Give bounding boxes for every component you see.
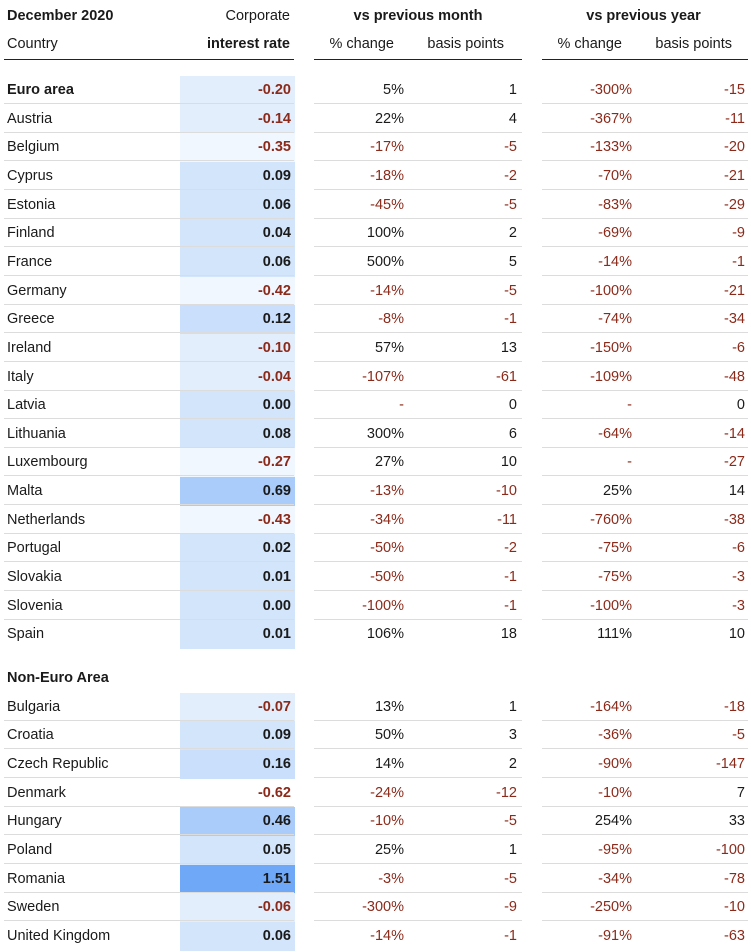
month-pct-cell: 100% [366,225,404,242]
month-pct-cell: 300% [366,425,404,442]
country-cell: Sweden [7,899,60,916]
year-bp-cell: -18 [724,698,745,715]
rate-cell: 0.09 [262,727,291,744]
country-cell: Euro area [7,82,74,98]
year-bp-cell: -48 [724,368,745,385]
year-bp-cell: -6 [732,339,745,356]
month-pct-cell: - [399,397,404,414]
year-bp-cell: 33 [728,813,745,830]
rate-cell: 0.06 [262,196,291,213]
country-cell: Malta [7,483,43,500]
month-pct-cell: -107% [362,368,404,385]
table-row [0,721,751,749]
year-pct-cell: -95% [598,841,632,858]
year-bp-cell: -11 [725,110,745,127]
country-cell: Slovenia [7,597,63,614]
table-row [0,506,751,534]
year-pct-cell: 111% [597,626,632,643]
year-pct-cell: -10% [598,784,632,801]
header-rule-month [314,59,522,60]
month-pct-cell: 57% [374,339,404,356]
month-bp-cell: 6 [508,425,517,442]
rate-cell: 0.09 [262,167,291,184]
table-row [0,779,751,807]
year-pct-cell: -150% [590,339,632,356]
year-bp-cell: -21 [724,282,745,299]
month-pct-header: % change [329,36,394,52]
month-bp-cell: -5 [504,813,517,830]
table-row [0,305,751,333]
country-cell: Cyprus [7,167,53,184]
country-cell: Finland [7,225,55,242]
month-pct-cell: -50% [370,569,404,586]
month-pct-cell: 50% [374,727,404,744]
rate-cell: 0.00 [262,597,291,614]
year-bp-cell: -63 [724,927,745,944]
year-pct-cell: 25% [602,483,632,500]
table-row [0,133,751,161]
year-pct-cell: - [627,454,632,471]
month-bp-cell: -2 [504,167,517,184]
rate-header-line1: Corporate [225,8,290,24]
rate-cell: -0.14 [257,110,291,127]
country-cell: United Kingdom [7,927,111,944]
year-pct-cell: -36% [598,727,632,744]
month-pct-cell: -10% [370,813,404,830]
country-cell: Luxembourg [7,454,88,471]
month-bp-cell: -10 [496,483,517,500]
month-bp-cell: -5 [504,282,517,299]
table-row [0,836,751,864]
table-row [0,219,751,247]
country-cell: France [7,253,53,270]
month-pct-cell: -100% [362,597,404,614]
table-row [0,277,751,305]
country-cell: Hungary [7,813,62,830]
month-bp-cell: 2 [508,225,517,242]
month-bp-cell: -5 [504,139,517,156]
year-pct-cell: - [627,397,632,414]
month-group-header: vs previous month [353,8,483,24]
month-pct-cell: -14% [370,927,404,944]
year-bp-cell: -27 [724,454,745,471]
year-pct-cell: -367% [590,110,632,127]
month-bp-cell: 13 [500,339,517,356]
year-bp-cell: -3 [732,569,745,586]
country-cell: Bulgaria [7,698,61,715]
year-pct-cell: -64% [598,425,632,442]
month-pct-cell: -24% [370,784,404,801]
country-cell: Czech Republic [7,755,109,772]
month-bp-cell: 5 [508,253,517,270]
month-pct-cell: 5% [383,82,404,98]
month-bp-cell: -12 [496,784,517,801]
country-header: Country [7,36,58,52]
year-pct-cell: -91% [598,927,632,944]
month-bp-cell: 1 [508,698,517,715]
year-bp-cell: -29 [724,196,745,213]
year-pct-cell: -100% [590,282,632,299]
month-bp-cell: -5 [504,196,517,213]
year-bp-cell: -147 [715,755,745,772]
year-pct-cell: -83% [598,196,632,213]
month-pct-cell: 500% [366,253,404,270]
year-bp-cell: -34 [724,311,745,328]
month-pct-cell: -14% [370,282,404,299]
rate-cell: 0.04 [262,225,291,242]
month-bp-cell: 3 [508,727,517,744]
rate-cell: -0.43 [257,511,291,528]
year-bp-cell: -15 [724,82,745,98]
country-cell: Denmark [7,784,66,801]
month-bp-cell: 2 [508,755,517,772]
rate-cell: 0.46 [262,813,291,830]
month-pct-cell: 14% [374,755,404,772]
year-pct-cell: -75% [598,540,632,557]
year-bp-cell: -6 [732,540,745,557]
month-pct-cell: 25% [374,841,404,858]
year-bp-cell: -100 [715,841,745,858]
month-bp-cell: 0 [508,397,517,414]
month-pct-cell: -3% [378,870,404,887]
month-pct-cell: -17% [370,139,404,156]
table-row [0,105,751,133]
country-cell: Croatia [7,727,54,744]
table-row [0,592,751,620]
month-pct-cell: -34% [370,511,404,528]
year-pct-cell: -250% [590,899,632,916]
country-cell: Estonia [7,196,56,213]
country-cell: Poland [7,841,53,858]
month-pct-cell: -18% [370,167,404,184]
country-cell: Ireland [7,339,52,356]
table-row [0,391,751,419]
rate-cell: 1.51 [262,870,291,887]
year-bp-cell: -9 [732,225,745,242]
country-cell: Slovakia [7,569,62,586]
month-bp-cell: -61 [496,368,517,385]
rate-cell: -0.20 [257,82,291,98]
year-pct-cell: -34% [598,870,632,887]
country-cell: Belgium [7,139,60,156]
rate-cell: 0.12 [262,311,291,328]
table-row [0,807,751,835]
country-cell: Latvia [7,397,46,414]
month-bp-header: basis points [427,36,504,52]
table-title: December 2020 [7,8,114,24]
month-pct-cell: -45% [370,196,404,213]
year-pct-cell: -164% [590,698,632,715]
rate-cell: -0.42 [257,282,291,299]
rate-cell: 0.08 [262,425,291,442]
month-pct-cell: -50% [370,540,404,557]
year-bp-cell: -14 [724,425,745,442]
month-bp-cell: 1 [508,82,517,98]
rate-header-line2: interest rate [206,36,290,52]
year-bp-cell: 10 [728,626,745,643]
year-pct-cell: -760% [590,511,632,528]
year-bp-cell: -38 [724,511,745,528]
month-pct-cell: -8% [378,311,404,328]
month-bp-cell: 10 [500,454,517,471]
year-pct-cell: -69% [598,225,632,242]
table-row [0,922,751,950]
month-bp-cell: -2 [504,540,517,557]
month-bp-cell: -5 [504,870,517,887]
table-row [0,448,751,476]
year-pct-cell: -90% [598,755,632,772]
year-bp-cell: -10 [724,899,745,916]
month-bp-cell: -1 [504,597,517,614]
year-group-header: vs previous year [586,8,701,24]
country-cell: Spain [7,626,45,643]
table-row [0,693,751,721]
year-bp-cell: -1 [732,253,745,270]
year-bp-cell: -21 [724,167,745,184]
rate-cell: -0.10 [257,339,291,356]
table-row [0,334,751,362]
month-bp-cell: -1 [504,927,517,944]
header-rule-year [542,59,748,60]
year-bp-cell: -5 [732,727,745,744]
year-bp-header: basis points [655,36,732,52]
rate-cell: 0.06 [262,927,291,944]
month-pct-cell: 106% [366,626,404,643]
country-cell: Portugal [7,540,62,557]
rate-cell: 0.01 [262,569,291,586]
year-pct-cell: -75% [598,569,632,586]
year-pct-cell: -74% [598,311,632,328]
year-pct-cell: -300% [590,82,632,98]
month-pct-cell: 13% [374,698,404,715]
year-pct-cell: -109% [590,368,632,385]
rate-cell: 0.16 [262,755,291,772]
country-cell: Romania [7,870,66,887]
country-cell: Lithuania [7,425,66,442]
year-bp-cell: 0 [736,397,745,414]
rate-cell: 0.69 [262,483,291,500]
rate-cell: -0.62 [257,784,291,801]
table-row [0,534,751,562]
rate-cell: 0.05 [262,841,291,858]
year-pct-header: % change [557,36,622,52]
country-cell: Greece [7,311,55,328]
rate-cell: -0.04 [257,368,291,385]
rate-cell: -0.07 [257,698,291,715]
year-pct-cell: 254% [594,813,632,830]
month-bp-cell: -1 [504,569,517,586]
year-bp-cell: 7 [736,784,745,801]
month-bp-cell: 1 [508,841,517,858]
month-pct-cell: -13% [370,483,404,500]
year-pct-cell: -100% [590,597,632,614]
rate-cell: -0.27 [257,454,291,471]
table-row [0,750,751,778]
year-bp-cell: -78 [724,870,745,887]
header-rule-left [4,59,294,60]
table-row [0,162,751,190]
country-cell: Austria [7,110,53,127]
month-bp-cell: 4 [508,110,517,127]
table-row [0,865,751,893]
rate-cell: 0.01 [262,626,291,643]
country-cell: Germany [7,282,67,299]
rate-cell: -0.35 [257,139,291,156]
table-row [0,76,751,104]
month-bp-cell: -11 [497,511,517,528]
year-bp-cell: 14 [728,483,745,500]
country-cell: Italy [7,368,34,385]
table-row [0,893,751,921]
month-pct-cell: 22% [374,110,404,127]
month-pct-cell: 27% [374,454,404,471]
table-row [0,420,751,448]
month-pct-cell: -300% [362,899,404,916]
month-bp-cell: 18 [500,626,517,643]
table-row [0,477,751,505]
month-bp-cell: -1 [504,311,517,328]
table-row [0,363,751,391]
year-bp-cell: -3 [732,597,745,614]
table-row [0,191,751,219]
table-row [0,620,751,648]
year-pct-cell: -70% [598,167,632,184]
year-pct-cell: -14% [598,253,632,270]
table-row [0,248,751,276]
rate-cell: 0.06 [262,253,291,270]
rate-cell: -0.06 [257,899,291,916]
rate-cell: 0.02 [262,540,291,557]
year-bp-cell: -20 [724,139,745,156]
section-label: Non-Euro Area [7,670,109,686]
month-bp-cell: -9 [504,899,517,916]
country-cell: Netherlands [7,511,86,528]
rate-cell: 0.00 [262,397,291,414]
year-pct-cell: -133% [590,139,632,156]
table-row [0,563,751,591]
